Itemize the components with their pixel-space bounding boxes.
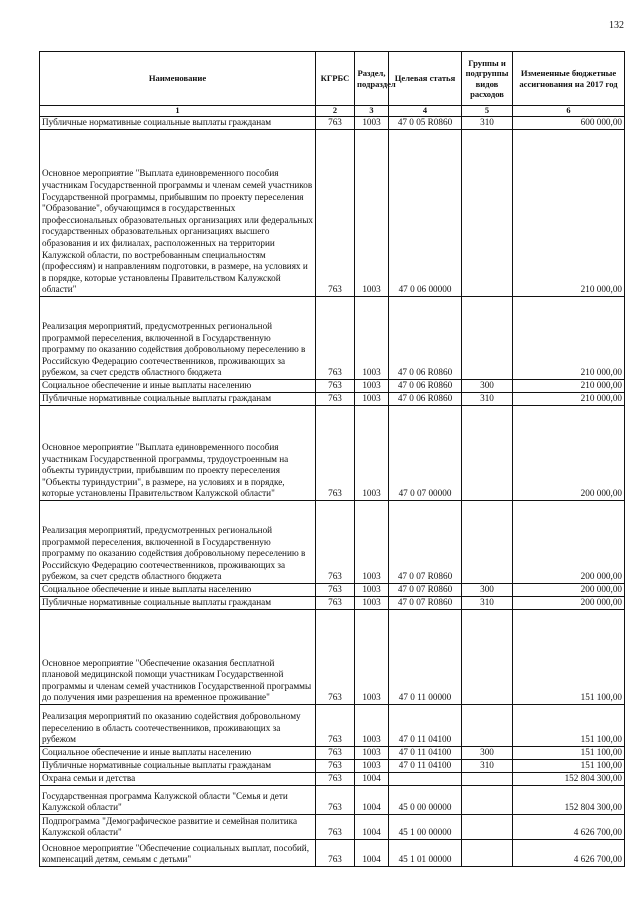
- row-kgrbs: 763: [316, 760, 355, 773]
- row-group: [462, 815, 513, 840]
- table-row: [40, 815, 625, 840]
- row-target: 47 0 11 04100: [389, 760, 462, 773]
- row-kgrbs: 763: [316, 786, 355, 815]
- row-group: [462, 297, 513, 380]
- column-number: 6: [513, 106, 625, 117]
- row-name: Публичные нормативные социальные выплаты гражданам: [40, 597, 316, 610]
- row-name: Основное мероприятие "Выплата единовременного пособия участникам Государственной программы, трудоустроенным на объекты туриндустрии, прибывшим по проекту переселения "Объекты туриндустрии", в размере, на условиях и в порядке, которые установлены Правительством Калужской области": [40, 406, 316, 501]
- table-row: [40, 610, 625, 705]
- table-row: [40, 130, 625, 297]
- row-amount: 600 000,00: [513, 117, 625, 130]
- row-name: Основное мероприятие "Выплата единовременного пособия участникам Государственной программы и членам семей участников Государственной программы, прибывшим по проекту переселения "Образование", обучающимся в государственных профессиональных образовательных организациях или федеральных государственных образовательных организациях высшего образования и их филиалах, расположенных на территории Калужской области, по востребованным специальностям (профессиям) и направлениям подготовки, в размере, на условиях и в порядке, которые установлены Правительством Калужской области": [40, 130, 316, 297]
- row-name: Реализация мероприятий, предусмотренных региональной программой переселения, включенной в Государственную программу по оказанию содействия добровольному переселению в Российскую Федерацию соотечественников, проживающих за рубежом, за счет средств областного бюджета: [40, 501, 316, 584]
- header-kgrbs: КГРБС: [316, 52, 355, 106]
- row-section: 1003: [355, 747, 389, 760]
- row-amount: 4 626 700,00: [513, 815, 625, 840]
- row-amount: 200 000,00: [513, 406, 625, 501]
- row-group: [462, 840, 513, 867]
- row-kgrbs: 763: [316, 747, 355, 760]
- table-row: [40, 747, 625, 760]
- row-section: 1004: [355, 815, 389, 840]
- table-row: [40, 117, 625, 130]
- row-group: 310: [462, 117, 513, 130]
- table-row: [40, 297, 625, 380]
- row-section: 1003: [355, 406, 389, 501]
- row-section: 1003: [355, 584, 389, 597]
- header-target: Целевая статья: [389, 52, 462, 106]
- row-section: 1004: [355, 773, 389, 786]
- row-kgrbs: 763: [316, 406, 355, 501]
- row-name: Государственная программа Калужской области "Семья и дети Калужской области": [40, 786, 316, 815]
- row-amount: 200 000,00: [513, 584, 625, 597]
- row-kgrbs: 763: [316, 840, 355, 867]
- row-group: [462, 610, 513, 705]
- row-amount: 210 000,00: [513, 130, 625, 297]
- row-amount: 200 000,00: [513, 597, 625, 610]
- row-name: Социальное обеспечение и иные выплаты населению: [40, 380, 316, 393]
- row-section: 1003: [355, 597, 389, 610]
- table-row: [40, 501, 625, 584]
- row-group: [462, 501, 513, 584]
- row-section: 1003: [355, 130, 389, 297]
- header-section: Раздел, подраздел: [355, 52, 389, 106]
- row-kgrbs: 763: [316, 610, 355, 705]
- header-amount: Измененные бюджетные ассигнования на 2017 год: [513, 52, 625, 106]
- row-kgrbs: 763: [316, 130, 355, 297]
- row-target: 47 0 06 R0860: [389, 380, 462, 393]
- row-group: 300: [462, 584, 513, 597]
- row-amount: 151 100,00: [513, 705, 625, 747]
- row-amount: 151 100,00: [513, 760, 625, 773]
- row-amount: 210 000,00: [513, 380, 625, 393]
- row-section: 1003: [355, 610, 389, 705]
- row-kgrbs: 763: [316, 705, 355, 747]
- table-row: [40, 786, 625, 815]
- row-target: 47 0 07 R0860: [389, 501, 462, 584]
- row-name: Публичные нормативные социальные выплаты гражданам: [40, 117, 316, 130]
- row-kgrbs: 763: [316, 584, 355, 597]
- row-kgrbs: 763: [316, 597, 355, 610]
- row-section: 1003: [355, 705, 389, 747]
- row-name: Публичные нормативные социальные выплаты гражданам: [40, 393, 316, 406]
- table-row: [40, 705, 625, 747]
- row-kgrbs: 763: [316, 815, 355, 840]
- row-target: 47 0 06 R0860: [389, 297, 462, 380]
- row-group: 310: [462, 597, 513, 610]
- row-name: Социальное обеспечение и иные выплаты населению: [40, 584, 316, 597]
- header-name: Наименование: [40, 52, 316, 106]
- row-target: 47 0 07 R0860: [389, 597, 462, 610]
- row-target: 47 0 07 R0860: [389, 584, 462, 597]
- row-section: 1004: [355, 786, 389, 815]
- row-amount: 151 100,00: [513, 747, 625, 760]
- table-row: [40, 380, 625, 393]
- row-kgrbs: 763: [316, 297, 355, 380]
- row-group: 300: [462, 747, 513, 760]
- column-number: 2: [316, 106, 355, 117]
- row-amount: 200 000,00: [513, 501, 625, 584]
- row-name: Основное мероприятие "Обеспечение социальных выплат, пособий, компенсаций детям, семьям с детьми": [40, 840, 316, 867]
- column-number: 5: [462, 106, 513, 117]
- row-kgrbs: 763: [316, 501, 355, 584]
- row-group: [462, 786, 513, 815]
- row-target: 47 0 11 00000: [389, 610, 462, 705]
- table-row: [40, 760, 625, 773]
- row-group: 310: [462, 760, 513, 773]
- row-name: Реализация мероприятий, предусмотренных региональной программой переселения, включенной в Государственную программу по оказанию содействия добровольному переселению в Российскую Федерацию соотечественников, проживающих за рубежом, за счет средств областного бюджета: [40, 297, 316, 380]
- table-row: [40, 840, 625, 867]
- row-name: Реализация мероприятий по оказанию содействия добровольному переселению в область соотечественников, проживающих за рубежом: [40, 705, 316, 747]
- column-number: 1: [40, 106, 316, 117]
- row-target: 47 0 05 R0860: [389, 117, 462, 130]
- row-name: Основное мероприятие "Обеспечение оказания бесплатной плановой медицинской помощи участникам Государственной программы и членам семей участников Государственной программы до получения ими разрешения на временное проживание": [40, 610, 316, 705]
- row-target: 47 0 11 04100: [389, 747, 462, 760]
- row-amount: 210 000,00: [513, 297, 625, 380]
- row-target: 47 0 06 R0860: [389, 393, 462, 406]
- row-kgrbs: 763: [316, 393, 355, 406]
- row-section: 1003: [355, 393, 389, 406]
- column-number-row: [40, 106, 625, 117]
- row-amount: 152 804 300,00: [513, 786, 625, 815]
- row-name: Охрана семьи и детства: [40, 773, 316, 786]
- column-number: 3: [355, 106, 389, 117]
- row-section: 1003: [355, 501, 389, 584]
- row-name: Социальное обеспечение и иные выплаты населению: [40, 747, 316, 760]
- row-amount: 210 000,00: [513, 393, 625, 406]
- budget-table: [39, 51, 625, 867]
- row-kgrbs: 763: [316, 117, 355, 130]
- table-row: [40, 773, 625, 786]
- column-number: 4: [389, 106, 462, 117]
- page-number: 132: [609, 20, 624, 31]
- row-group: 300: [462, 380, 513, 393]
- table-header-row: [40, 52, 625, 106]
- table-row: [40, 393, 625, 406]
- row-target: 47 0 07 00000: [389, 406, 462, 501]
- row-amount: 4 626 700,00: [513, 840, 625, 867]
- header-group: Группы и подгруппы видов расходов: [462, 52, 513, 106]
- row-group: [462, 773, 513, 786]
- row-section: 1003: [355, 760, 389, 773]
- row-group: [462, 406, 513, 501]
- row-target: [389, 773, 462, 786]
- row-target: 45 1 00 00000: [389, 815, 462, 840]
- row-name: Публичные нормативные социальные выплаты гражданам: [40, 760, 316, 773]
- row-section: 1003: [355, 117, 389, 130]
- row-kgrbs: 763: [316, 773, 355, 786]
- table-row: [40, 597, 625, 610]
- row-target: 45 1 01 00000: [389, 840, 462, 867]
- table-row: [40, 584, 625, 597]
- row-group: [462, 705, 513, 747]
- row-name: Подпрограмма "Демографическое развитие и семейная политика Калужской области": [40, 815, 316, 840]
- row-amount: 152 804 300,00: [513, 773, 625, 786]
- row-section: 1004: [355, 840, 389, 867]
- row-target: 45 0 00 00000: [389, 786, 462, 815]
- row-target: 47 0 06 00000: [389, 130, 462, 297]
- row-group: [462, 130, 513, 297]
- row-section: 1003: [355, 297, 389, 380]
- table-row: [40, 406, 625, 501]
- row-target: 47 0 11 04100: [389, 705, 462, 747]
- row-kgrbs: 763: [316, 380, 355, 393]
- row-group: 310: [462, 393, 513, 406]
- row-section: 1003: [355, 380, 389, 393]
- row-amount: 151 100,00: [513, 610, 625, 705]
